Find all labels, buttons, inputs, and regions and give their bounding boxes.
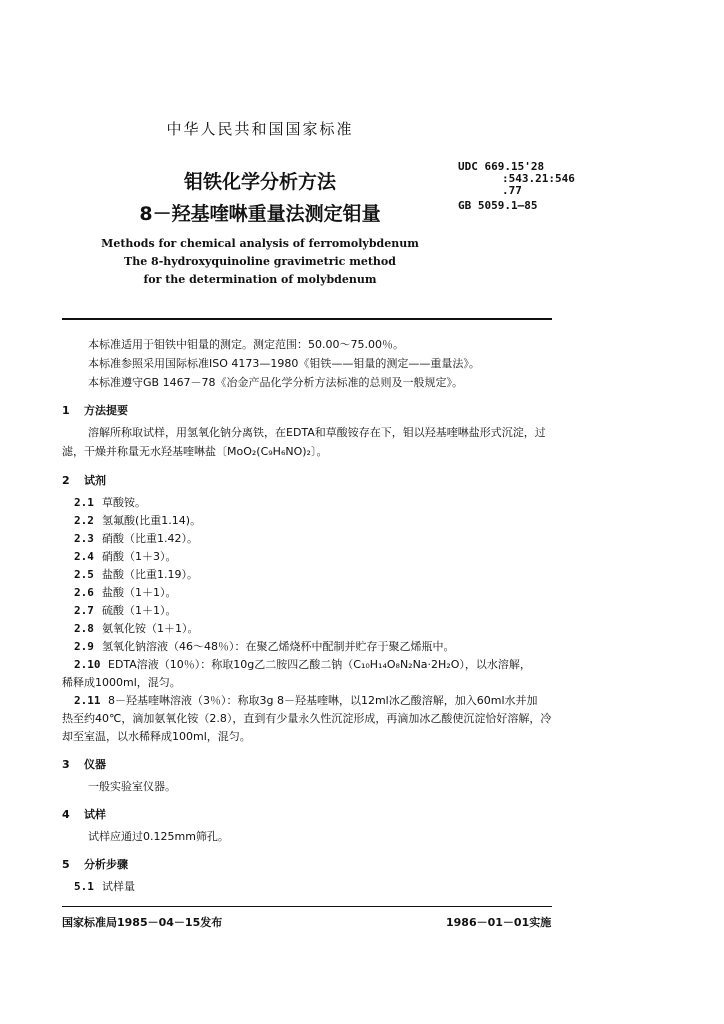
udc-classification — [458, 161, 575, 197]
section-title: 仪器 — [84, 758, 106, 771]
section-number: 4 — [62, 808, 70, 821]
reagent-item — [74, 512, 201, 528]
section-4-text: 试样应通过0.125mm筛孔。 — [88, 830, 229, 843]
item-text: 氢氧化钠溶液（46～48％）：在聚乙烯烧杯中配制并贮存于聚乙烯瓶中。 — [102, 640, 455, 653]
section-3-text: 一般实验室仪器。 — [88, 780, 176, 793]
item-number: 2.10 — [74, 658, 101, 671]
udc-line: UDC 669.15'28 — [458, 160, 545, 173]
reagent-item — [74, 584, 177, 600]
header-divider — [62, 318, 552, 320]
item-text: 盐酸（1＋1）。 — [102, 586, 177, 599]
reagent-item-hydroxyquinoline — [74, 692, 538, 708]
issue-date: 国家标准局1985－04－15发布 — [62, 916, 223, 929]
item-text: EDTA溶液（10％）：称取10g乙二胺四乙酸二钠（C₁₀H₁₄O₈N₂Na·2H₂O），以水溶解， — [108, 658, 531, 671]
item-number: 2.7 — [74, 604, 94, 617]
document-subtitle: 8－羟基喹啉重量法测定钼量 — [139, 203, 381, 225]
intro-scope: 本标准适用于钼铁中钼量的测定。测定范围：50.00～75.00％。 — [88, 338, 404, 351]
reagent-item-hydroxyquinoline-cont: 却至室温，以水稀释成100ml，混匀。 — [62, 730, 251, 743]
section-title: 分析步骤 — [84, 858, 128, 871]
english-title-line: The 8-hydroxyquinoline gravimetric method — [124, 255, 396, 268]
reagent-item — [74, 530, 198, 546]
section-number: 2 — [62, 474, 70, 487]
item-number: 2.9 — [74, 640, 94, 653]
section-title: 试样 — [84, 808, 106, 821]
reagent-item — [74, 638, 455, 654]
section-heading-4 — [62, 806, 106, 822]
section-1-text: 滤，干燥并称量无水羟基喹啉盐〔MoO₂(C₉H₆NO)₂〕。 — [62, 445, 328, 458]
item-text: 8－羟基喹啉溶液（3％）：称取3g 8－羟基喹啉，以12ml冰乙酸溶解，加入60ml水并加 — [108, 694, 538, 707]
item-text: 硝酸（1＋3）。 — [102, 550, 177, 563]
item-number: 2.5 — [74, 568, 94, 581]
section-heading-1 — [62, 402, 128, 418]
reagent-item — [74, 494, 146, 510]
section-number: 5 — [62, 858, 70, 871]
item-number: 2.1 — [74, 496, 94, 509]
item-number: 2.11 — [74, 694, 101, 707]
item-number: 2.2 — [74, 514, 94, 527]
item-number: 2.6 — [74, 586, 94, 599]
item-text: 试样量 — [102, 880, 135, 893]
item-text: 氢氟酸(比重1.14)。 — [102, 514, 202, 527]
item-text: 氨氧化铵（1＋1）。 — [102, 622, 199, 635]
section-number: 3 — [62, 758, 70, 771]
reagent-item — [74, 548, 177, 564]
udc-line: :543.21:546 — [502, 172, 575, 185]
reagent-item — [74, 566, 198, 582]
item-number: 2.3 — [74, 532, 94, 545]
national-standard-heading: 中华人民共和国国家标准 — [166, 120, 354, 138]
english-title-line: for the determination of molybdenum — [143, 273, 377, 286]
procedure-item — [74, 878, 135, 894]
reagent-item — [74, 602, 177, 618]
item-number: 2.4 — [74, 550, 94, 563]
reagent-item-hydroxyquinoline-cont: 热至约40℃，滴加氨氧化铵（2.8），直到有少量永久性沉淀形成，再滴加冰乙酸使沉淀恰好溶解，冷 — [62, 712, 552, 725]
section-title: 方法提要 — [84, 404, 128, 417]
reagent-item — [74, 620, 199, 636]
item-text: 草酸铵。 — [102, 496, 146, 509]
effective-date: 1986－01－01实施 — [446, 916, 552, 929]
item-text: 硝酸（比重1.42）。 — [102, 532, 198, 545]
section-title: 试剂 — [84, 474, 106, 487]
english-title-line: Methods for chemical analysis of ferromolybdenum — [101, 237, 419, 250]
gb-number: GB 5059.1—85 — [458, 199, 538, 212]
reagent-item-edta — [74, 656, 531, 672]
section-heading-5 — [62, 856, 128, 872]
document-title: 钼铁化学分析方法 — [183, 171, 336, 193]
section-number: 1 — [62, 404, 70, 417]
section-1-text: 溶解所称取试样，用氢氧化钠分离铁，在EDTA和草酸铵存在下，钼以羟基喹啉盐形式沉淀，过 — [88, 426, 546, 439]
udc-line: .77 — [502, 184, 522, 197]
item-text: 盐酸（比重1.19）。 — [102, 568, 198, 581]
intro-compliance: 本标准遵守GB 1467－78《冶金产品化学分析方法标准的总则及一般规定》。 — [88, 376, 464, 389]
reagent-item-edta-cont: 稀释成1000ml，混匀。 — [62, 676, 181, 689]
item-text: 硫酸（1＋1）。 — [102, 604, 177, 617]
item-number: 2.8 — [74, 622, 94, 635]
intro-reference: 本标准参照采用国际标准ISO 4173—1980《钼铁——钼量的测定——重量法》。 — [88, 357, 480, 370]
section-heading-2 — [62, 472, 106, 488]
item-number: 5.1 — [74, 880, 94, 893]
footer-divider — [62, 906, 552, 907]
section-heading-3 — [62, 756, 106, 772]
